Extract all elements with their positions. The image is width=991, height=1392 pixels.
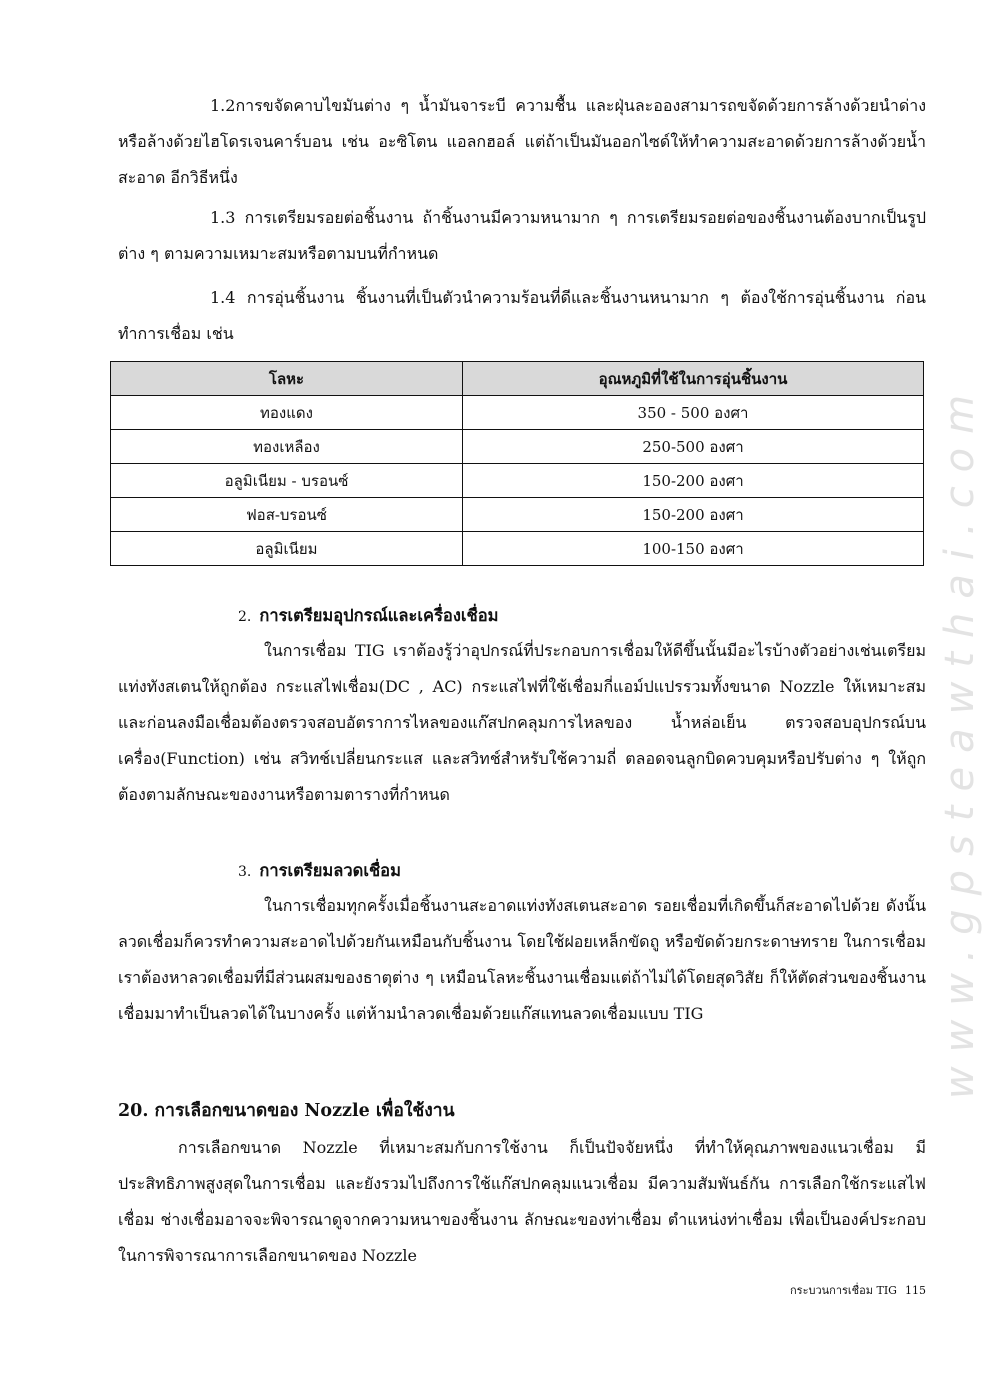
table-row — [111, 430, 924, 464]
table-row — [111, 396, 924, 430]
paragraph-section-3 — [118, 888, 926, 1032]
page-footer — [790, 1281, 926, 1299]
table-header-row — [111, 362, 924, 396]
paragraph-section-20-text: การเลือกขนาด Nozzle ที่เหมาะสมกับการใช้งาน ก็เป็นปัจจัยหนึ่ง ที่ทำให้คุณภาพของแนวเชื่อม มีประสิทธิภาพสูงสุดในการเชื่อม และยังรวมไปถึงการใช้แก๊สปกคลุมแนวเชื่อม มีความสัมพันธ์กัน การเลือกใช้กระแสไฟเชื่อม ช่างเชื่อมอาจจะพิจารณาดูจากความหนาของชิ้นงาน ลักษณะของท่าเชื่อม ตำแหน่งท่าเชื่อม เพื่อเป็นองค์ประกอบในการพิจารณาการเลือกขนาดของ Nozzle — [118, 1138, 926, 1265]
footer-title: กระบวนการเชื่อม TIG — [790, 1284, 897, 1297]
table-cell-metal: อลูมิเนียม — [111, 532, 463, 566]
section-2-number: 2. — [238, 609, 252, 625]
section-3-heading — [238, 858, 401, 885]
table-header-metal: โลหะ — [111, 362, 463, 396]
preheat-temperature-table — [110, 361, 924, 566]
paragraph-1-3 — [118, 200, 926, 272]
paragraph-1-2 — [118, 88, 926, 196]
table-cell-metal: ทองแดง — [111, 396, 463, 430]
table-cell-temperature: 150-200 องศา — [463, 464, 924, 498]
page-number: 115 — [904, 1284, 926, 1297]
table-cell-temperature: 100-150 องศา — [463, 532, 924, 566]
watermark — [930, 290, 990, 1190]
table-cell-temperature: 150-200 องศา — [463, 498, 924, 532]
paragraph-section-2-text: ในการเชื่อม TIG เราต้องรู้ว่าอุปกรณ์ที่ประกอบการเชื่อมให้ดีขึ้นนั้นมีอะไรบ้างตัวอย่างเช่นเตรียมแท่งทังสเตนให้ถูกต้อง กระแสไฟเชื่อม(DC , AC) กระแสไฟที่ใช้เชื่อมกี่แอม์ปแปรรวมทั้งขนาด Nozzle ให้เหมาะสม และก่อนลงมือเชื่อมต้องตรวจสอบอัตราการไหลของแก๊สปกคลุมการไหลของ น้ำหล่อเย็น ตรวจสอบอุปกรณ์บนเครื่อง(Function) เช่น สวิทช์เปลี่ยนกระแส และสวิทช์สำหรับใช้ความถี่ ตลอดจนลูกบิดควบคุมหรือปรับต่าง ๆ ให้ถูกต้องตามลักษณะของงานหรือตามตารางที่กำหนด — [118, 641, 926, 804]
table-row — [111, 532, 924, 566]
watermark-text: www.gpsteawthai.com — [937, 380, 983, 1100]
paragraph-1-2-text: 1.2การขจัดคาบไขมันต่าง ๆ น้ำมันจาระบี ความชื้น และฝุ่นละอองสามารถขจัดด้วยการล้างด้วยนำด่างหรือล้างด้วยไฮโดรเจนคาร์บอน เช่น อะซิโตน แอลกฮอล์ แต่ถ้าเป็นมันออกไซด์ให้ทำความสะอาดด้วยการล้างด้วยน้ำสะอาด อีกวิธีหนึ่ง — [118, 96, 926, 187]
table-cell-metal: ฟอส-บรอนซ์ — [111, 498, 463, 532]
paragraph-section-3-text: ในการเชื่อมทุกครั้งเมื่อชิ้นงานสะอาดแท่งทังสเตนสะอาด รอยเชื่อมที่เกิดขึ้นก็สะอาดไปด้วย ดังนั้นลวดเชื่อมก็ควรทำความสะอาดไปด้วยกันเหมือนกับชิ้นงาน โดยใช้ฝอยเหล็กขัดถู หรือขัดด้วยกระดาษทราย ในการเชื่อมเราต้องหาลวดเชื่อมที่มีส่วนผสมของธาตุต่าง ๆ เหมือนโลหะชิ้นงานเชื่อมแต่ถ้าไม่ได้โดยสุดวิสัย ก็ให้ตัดส่วนของชิ้นงานเชื่อมมาทำเป็นลวดได้ในบางครั้ง แต่ห้ามนำลวดเชื่อมด้วยแก๊สแทนลวดเชื่อมแบบ TIG — [118, 896, 926, 1023]
table-cell-temperature: 250-500 องศา — [463, 430, 924, 464]
table-header-temperature: อุณหภูมิที่ใช้ในการอุ่นชิ้นงาน — [463, 362, 924, 396]
paragraph-section-2 — [118, 633, 926, 813]
paragraph-1-4 — [118, 280, 926, 352]
section-20-heading: 20. การเลือกขนาดของ Nozzle เพื่อใช้งาน — [118, 1101, 455, 1121]
paragraph-1-3-text: 1.3 การเตรียมรอยต่อชิ้นงาน ถ้าชิ้นงานมีความหนามาก ๆ การเตรียมรอยต่อของชิ้นงานต้องบากเป็นรูปต่าง ๆ ตามความเหมาะสมหรือตามบนที่กำหนด — [118, 208, 926, 263]
table-cell-metal: ทองเหลือง — [111, 430, 463, 464]
table-cell-temperature: 350 - 500 องศา — [463, 396, 924, 430]
table-row — [111, 464, 924, 498]
section-2-heading — [238, 603, 499, 630]
section-3-number: 3. — [238, 864, 252, 880]
table-row — [111, 498, 924, 532]
section-3-title: การเตรียมลวดเชื่อม — [259, 861, 401, 880]
table-cell-metal: อลูมิเนียม - บรอนซ์ — [111, 464, 463, 498]
paragraph-1-4-text: 1.4 การอุ่นชิ้นงาน ชิ้นงานที่เป็นตัวนำความร้อนที่ดีและชิ้นงานหนามาก ๆ ต้องใช้การอุ่นชิ้นงาน ก่อนทำการเชื่อม เช่น — [118, 288, 926, 343]
section-2-title: การเตรียมอุปกรณ์และเครื่องเชื่อม — [259, 606, 499, 625]
paragraph-section-20 — [118, 1130, 926, 1274]
